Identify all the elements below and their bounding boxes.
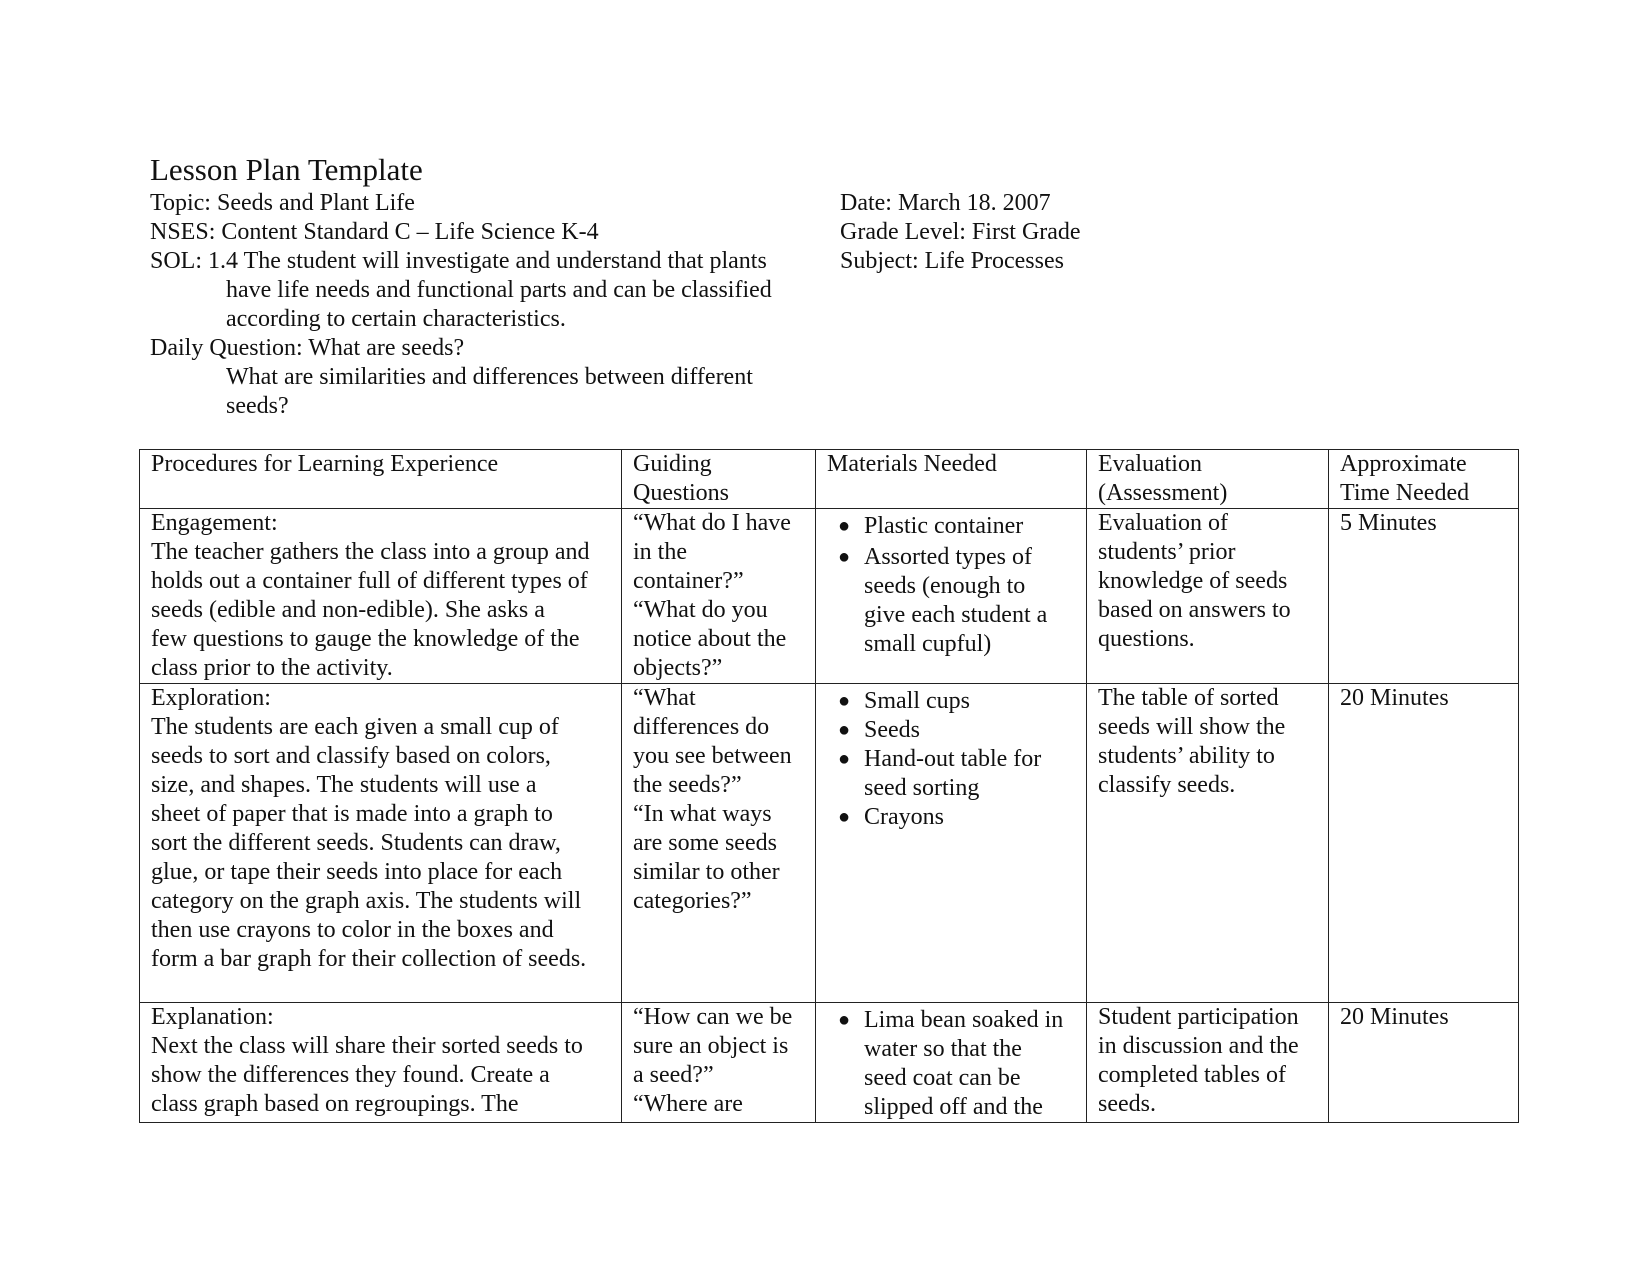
header-time-line: Approximate bbox=[1340, 451, 1467, 477]
guiding-line: “In what ways bbox=[633, 801, 772, 827]
sol-line-continued: have life needs and functional parts and can be classified bbox=[226, 277, 772, 303]
guiding-line: you see between bbox=[633, 743, 792, 769]
materials-cell bbox=[816, 1003, 1087, 1123]
bullet-icon: ● bbox=[838, 515, 851, 537]
table-row bbox=[140, 684, 1519, 1003]
guiding-line: “What bbox=[633, 685, 696, 711]
material-line: water so that the bbox=[864, 1036, 1022, 1062]
guiding-line: “Where are bbox=[633, 1091, 743, 1117]
guiding-cell bbox=[622, 509, 816, 684]
stage-label: Engagement: bbox=[151, 510, 278, 536]
time-value: 20 Minutes bbox=[1340, 685, 1449, 711]
evaluation-cell bbox=[1087, 509, 1329, 684]
list-item bbox=[838, 803, 1076, 832]
header-time-line: Time Needed bbox=[1340, 480, 1470, 506]
evaluation-line: questions. bbox=[1098, 626, 1195, 652]
header-time bbox=[1329, 450, 1519, 509]
guiding-line: “What do I have bbox=[633, 510, 791, 536]
header-guiding-line: Guiding bbox=[633, 451, 712, 477]
material-line: Plastic container bbox=[864, 513, 1024, 539]
header-evaluation-line: (Assessment) bbox=[1098, 480, 1228, 506]
procedure-line: seeds (edible and non-edible). She asks a bbox=[151, 597, 545, 623]
list-item bbox=[838, 716, 1076, 745]
header-materials bbox=[816, 450, 1087, 509]
header-evaluation bbox=[1087, 450, 1329, 509]
evaluation-line: in discussion and the bbox=[1098, 1033, 1299, 1059]
material-line: Assorted types of bbox=[864, 544, 1032, 570]
material-line: Crayons bbox=[864, 804, 944, 830]
guiding-line: differences do bbox=[633, 714, 770, 740]
header-guiding-line: Questions bbox=[633, 480, 729, 506]
procedure-line: category on the graph axis. The students will bbox=[151, 888, 582, 914]
document-title: Lesson Plan Template bbox=[150, 152, 423, 187]
procedure-line: form a bar graph for their collection of seeds. bbox=[151, 946, 587, 972]
bullet-icon: ● bbox=[838, 690, 851, 712]
material-line: seed coat can be bbox=[864, 1065, 1021, 1091]
bullet-icon: ● bbox=[838, 1009, 851, 1031]
procedure-line: The teacher gathers the class into a group and bbox=[151, 539, 590, 565]
stage-label: Explanation: bbox=[151, 1004, 274, 1030]
guiding-line: objects?” bbox=[633, 655, 723, 681]
procedure-cell bbox=[140, 684, 622, 1003]
procedure-line: class prior to the activity. bbox=[151, 655, 393, 681]
lesson-plan-table bbox=[139, 449, 1519, 1123]
procedure-line: size, and shapes. The students will use a bbox=[151, 772, 537, 798]
material-line: give each student a bbox=[864, 602, 1048, 628]
guiding-line: the seeds?” bbox=[633, 772, 742, 798]
materials-cell bbox=[816, 509, 1087, 684]
guiding-line: container?” bbox=[633, 568, 744, 594]
table-header-row bbox=[140, 450, 1519, 509]
material-line: Small cups bbox=[864, 688, 970, 714]
materials-list bbox=[827, 1003, 1076, 1122]
header-procedures bbox=[140, 450, 622, 509]
time-cell bbox=[1329, 1003, 1519, 1123]
procedure-line: class graph based on regroupings. The bbox=[151, 1091, 519, 1117]
grade-level-line: Grade Level: First Grade bbox=[840, 219, 1081, 245]
list-item bbox=[838, 1006, 1076, 1122]
procedure-line: glue, or tape their seeds into place for each bbox=[151, 859, 563, 885]
evaluation-line: based on answers to bbox=[1098, 597, 1291, 623]
procedure-line: then use crayons to color in the boxes and bbox=[151, 917, 554, 943]
lesson-info-left bbox=[150, 189, 830, 421]
procedure-line: Next the class will share their sorted seeds to bbox=[151, 1033, 583, 1059]
lesson-info-right bbox=[840, 189, 1240, 276]
guiding-cell bbox=[622, 684, 816, 1003]
header-evaluation-line: Evaluation bbox=[1098, 451, 1202, 477]
material-line: Hand-out table for bbox=[864, 746, 1042, 772]
guiding-line: “What do you bbox=[633, 597, 768, 623]
material-line: seed sorting bbox=[864, 775, 980, 801]
list-item bbox=[838, 543, 1076, 659]
material-line: slipped off and the bbox=[864, 1094, 1043, 1120]
time-value: 5 Minutes bbox=[1340, 510, 1437, 536]
material-line: Lima bean soaked in bbox=[864, 1007, 1064, 1033]
material-line: Seeds bbox=[864, 717, 920, 743]
evaluation-line: Evaluation of bbox=[1098, 510, 1228, 536]
materials-cell bbox=[816, 684, 1087, 1003]
procedure-cell bbox=[140, 509, 622, 684]
evaluation-line: knowledge of seeds bbox=[1098, 568, 1288, 594]
evaluation-line: The table of sorted bbox=[1098, 685, 1279, 711]
procedure-line: sort the different seeds. Students can draw, bbox=[151, 830, 561, 856]
bullet-icon: ● bbox=[838, 806, 851, 828]
list-item bbox=[838, 687, 1076, 716]
evaluation-cell bbox=[1087, 1003, 1329, 1123]
evaluation-line: Student participation bbox=[1098, 1004, 1299, 1030]
time-cell bbox=[1329, 684, 1519, 1003]
bullet-icon: ● bbox=[838, 546, 851, 568]
materials-list bbox=[827, 684, 1076, 832]
topic-line: Topic: Seeds and Plant Life bbox=[150, 190, 415, 216]
guiding-line: in the bbox=[633, 539, 687, 565]
evaluation-cell bbox=[1087, 684, 1329, 1003]
nses-line: NSES: Content Standard C – Life Science K-4 bbox=[150, 219, 599, 245]
date-line: Date: March 18. 2007 bbox=[840, 190, 1051, 216]
procedure-cell bbox=[140, 1003, 622, 1123]
procedure-line: sheet of paper that is made into a graph to bbox=[151, 801, 553, 827]
header-guiding-questions bbox=[622, 450, 816, 509]
procedure-line: show the differences they found. Create a bbox=[151, 1062, 550, 1088]
daily-question-continued: seeds? bbox=[226, 393, 289, 419]
daily-question-line: Daily Question: What are seeds? bbox=[150, 335, 465, 361]
guiding-line: a seed?” bbox=[633, 1062, 714, 1088]
guiding-line: are some seeds bbox=[633, 830, 777, 856]
evaluation-line: students’ ability to bbox=[1098, 743, 1275, 769]
materials-list bbox=[827, 509, 1076, 659]
time-value: 20 Minutes bbox=[1340, 1004, 1449, 1030]
evaluation-line: students’ prior bbox=[1098, 539, 1236, 565]
evaluation-line: completed tables of bbox=[1098, 1062, 1286, 1088]
guiding-line: similar to other bbox=[633, 859, 780, 885]
header-procedures-line: Procedures for Learning Experience bbox=[151, 451, 499, 477]
guiding-line: notice about the bbox=[633, 626, 787, 652]
procedure-line: holds out a container full of different types of bbox=[151, 568, 588, 594]
daily-question-continued: What are similarities and differences between different bbox=[226, 364, 753, 390]
sol-line-continued: according to certain characteristics. bbox=[226, 306, 566, 332]
subject-line: Subject: Life Processes bbox=[840, 248, 1064, 274]
evaluation-line: seeds. bbox=[1098, 1091, 1156, 1117]
material-line: seeds (enough to bbox=[864, 573, 1026, 599]
stage-label: Exploration: bbox=[151, 685, 271, 711]
guiding-cell bbox=[622, 1003, 816, 1123]
guiding-line: sure an object is bbox=[633, 1033, 789, 1059]
header-materials-line: Materials Needed bbox=[827, 451, 997, 477]
procedure-line: few questions to gauge the knowledge of the bbox=[151, 626, 580, 652]
procedure-line: seeds to sort and classify based on colors, bbox=[151, 743, 551, 769]
sol-line: SOL: 1.4 The student will investigate and understand that plants bbox=[150, 248, 767, 274]
time-cell bbox=[1329, 509, 1519, 684]
list-item bbox=[838, 745, 1076, 803]
bullet-icon: ● bbox=[838, 719, 851, 741]
table-row bbox=[140, 509, 1519, 684]
bullet-icon: ● bbox=[838, 748, 851, 770]
evaluation-line: classify seeds. bbox=[1098, 772, 1236, 798]
procedure-line: The students are each given a small cup of bbox=[151, 714, 559, 740]
material-line: small cupful) bbox=[864, 631, 992, 657]
table-row bbox=[140, 1003, 1519, 1123]
evaluation-line: seeds will show the bbox=[1098, 714, 1286, 740]
list-item bbox=[838, 512, 1076, 541]
guiding-line: “How can we be bbox=[633, 1004, 793, 1030]
guiding-line: categories?” bbox=[633, 888, 752, 914]
